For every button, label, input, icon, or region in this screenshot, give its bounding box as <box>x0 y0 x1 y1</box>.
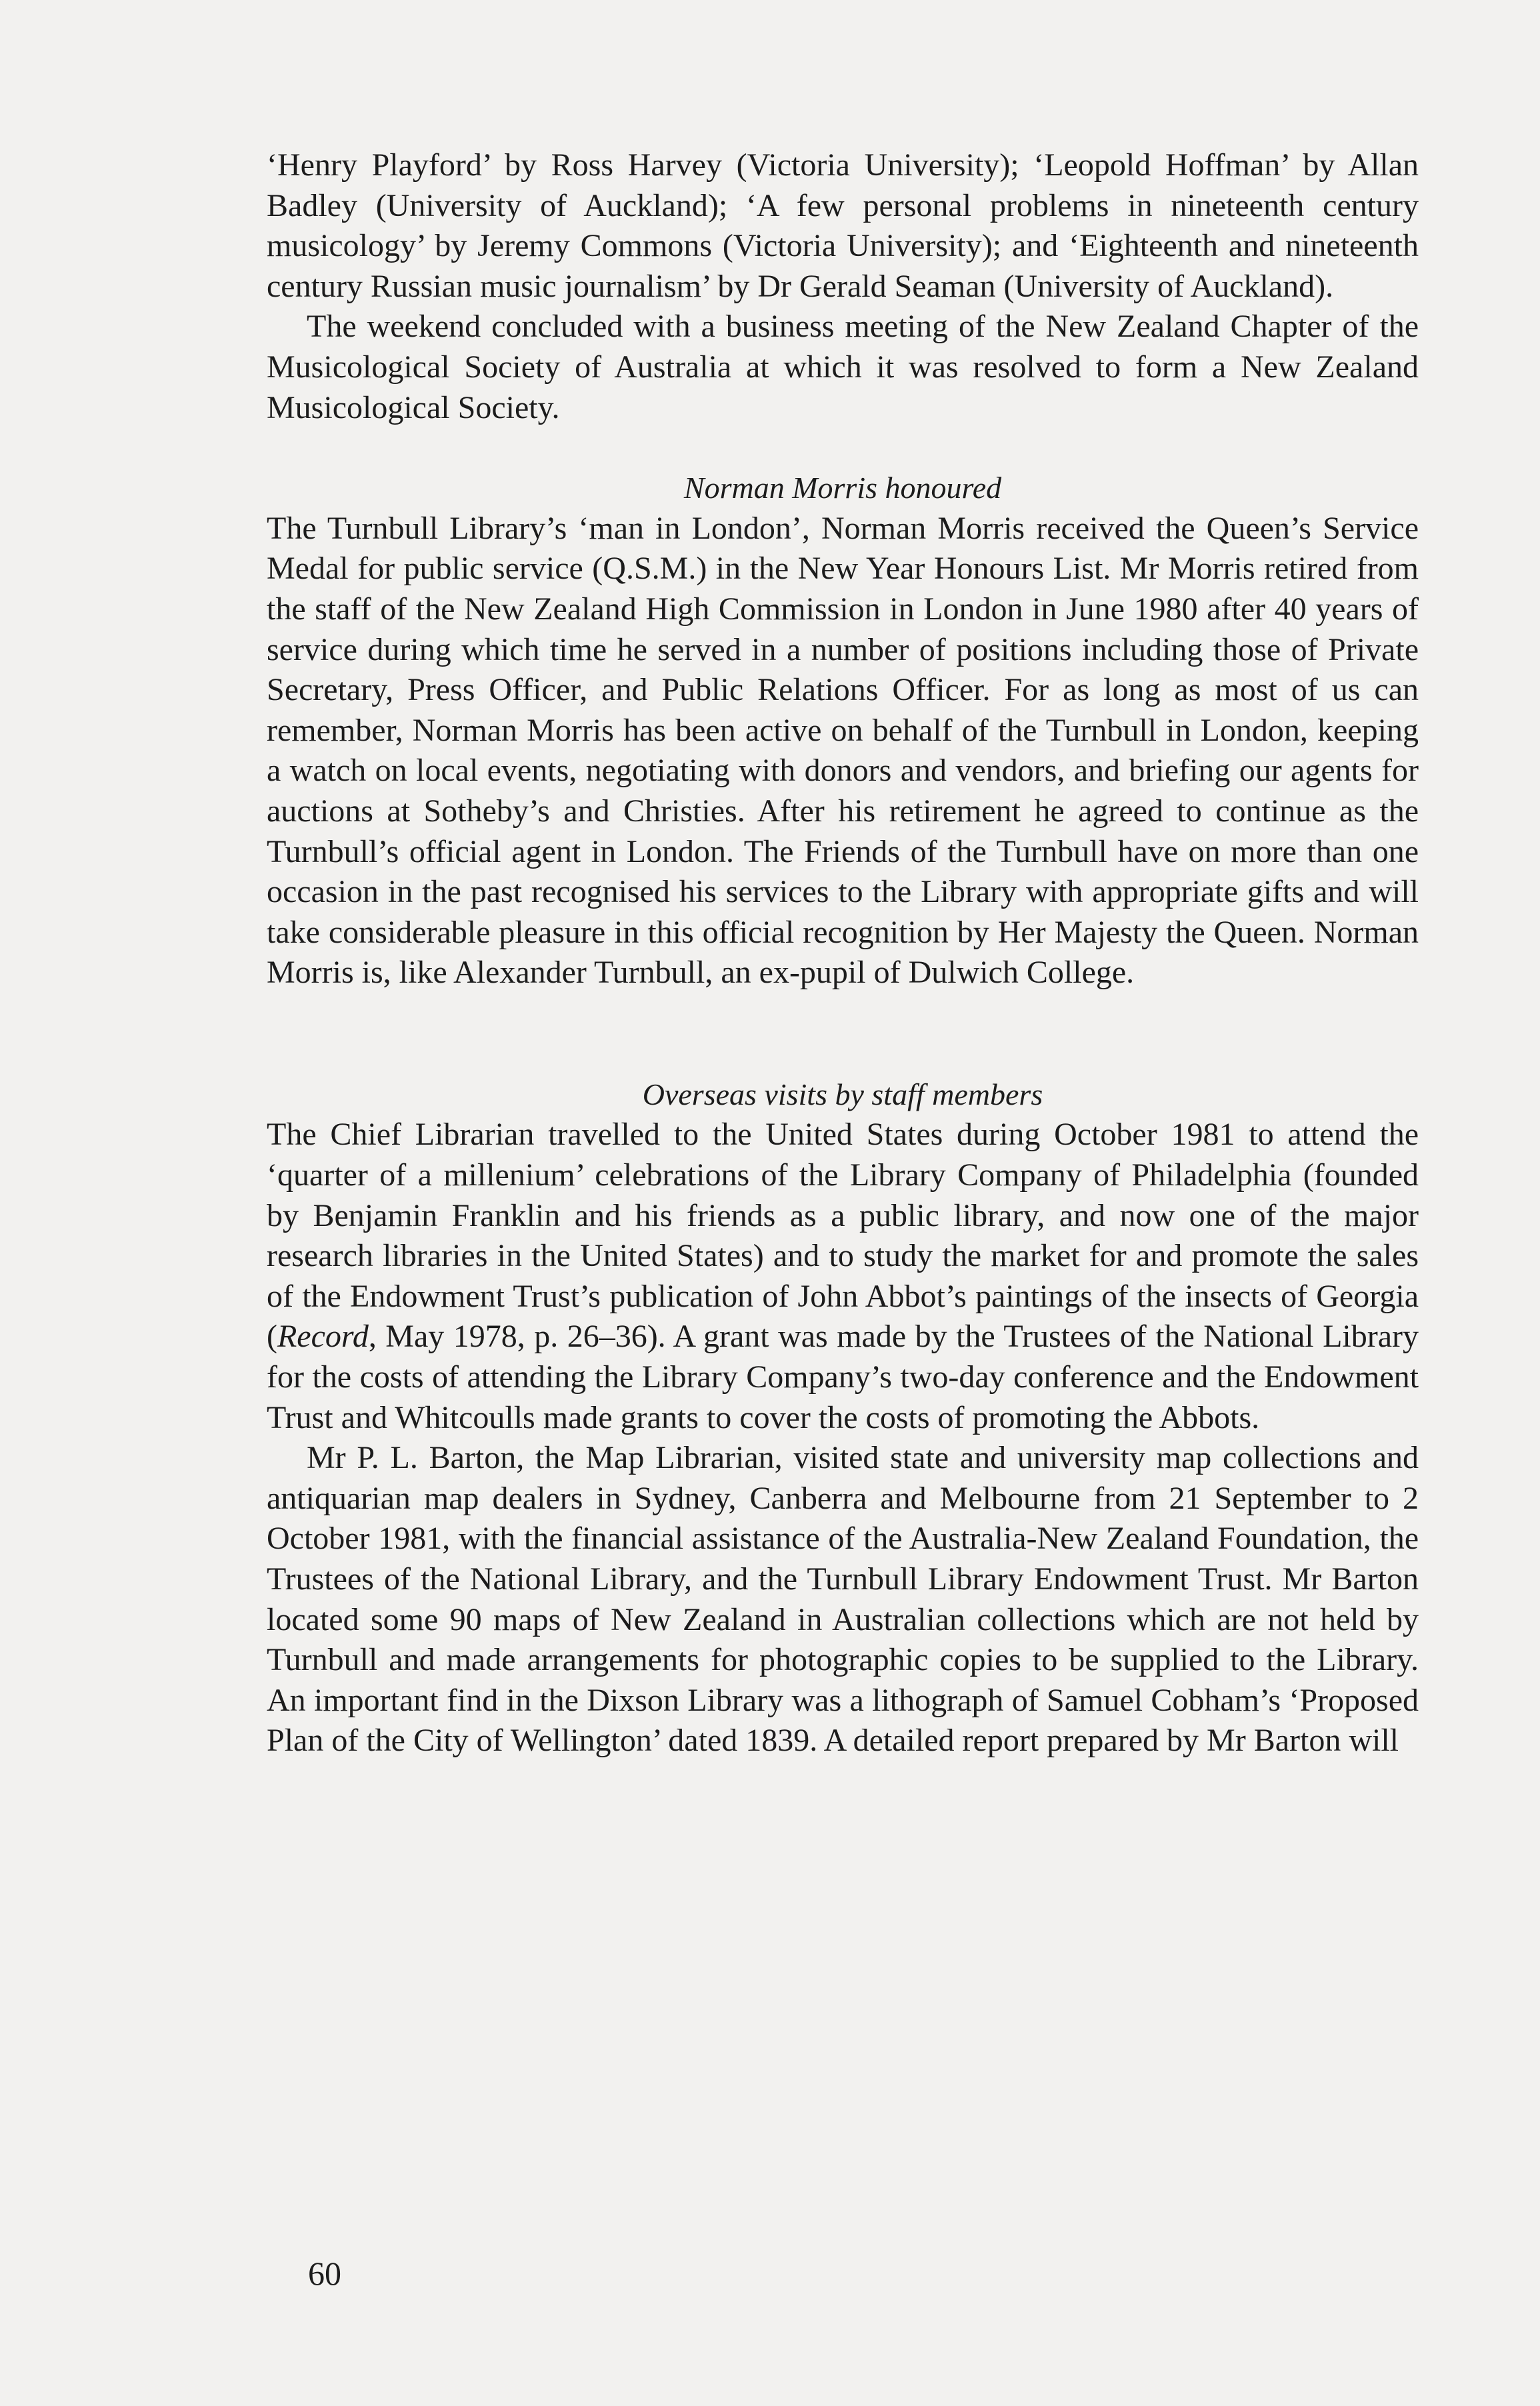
paragraph-norman-morris: The Turnbull Library’s ‘man in London’, Norman Morris received the Queen’s Service Medal for public service (Q.S.M.) in the New Year Honours List. Mr Morris retired from the staff of the New Zealand High Commission in London in June 1980 after 40 years of service during which time he served in a number of positions including those of Private Secretary, Press Officer, and Public Relations Officer. For as long as most of us can remember, Norman Morris has been active on behalf of the Turnbull in London, keeping a watch on local events, negotiating with donors and vendors, and briefing our agents for auctions at Sotheby’s and Christies. After his retirement he agreed to continue as the Turnbull’s official agent in London. The Friends of the Turnbull have on more than one occasion in the past recognised his services to the Library with appropriate gifts and will take considerable pleasure in this official recognition by Her Majesty the Queen. Norman Morris is, like Alexander Turnbull, an ex-pupil of Dulwich College. <box>267 510 1419 991</box>
paragraph-chief-librarian-part-1: The Chief Librarian travelled to the United States during October 1981 to attend the ‘quarter of a millenium’ celebrations of the Library Company of Philadelphia (founded by Benjamin Franklin and his friends as a public library, and now one of the major research libraries in the United States) and to study the market for and promote the sales of the Endowment Trust’s publication of John Abbot’s paintings of the insects of Georgia ( <box>267 1117 1419 1355</box>
paragraph-chief-librarian <box>267 1115 1419 1438</box>
section-heading-overseas-visits: Overseas visits by staff members <box>642 1077 1043 1111</box>
section-heading-norman-morris: Norman Morris honoured <box>683 471 1002 505</box>
page-number: 60 <box>308 2255 341 2292</box>
paragraph-business-meeting: The weekend concluded with a business meeting of the New Zealand Chapter of the Musicological Society of Australia at which it was resolved to form a New Zealand Musicological Society. <box>267 309 1419 425</box>
paragraph-map-librarian: Mr P. L. Barton, the Map Librarian, visited state and university map collections and antiquarian map dealers in Sydney, Canberra and Melbourne from 21 September to 2 October 1981, with the financial assistance of the Australia-New Zealand Foundation, the Trustees of the National Library, and the Turnbull Library Endowment Trust. Mr Barton located some 90 maps of New Zealand in Australian collections which are not held by Turnbull and made arrangements for photographic copies to be supplied to the Library. An important find in the Dixson Library was a lithograph of Samuel Cobham’s ‘Proposed Plan of the City of Wellington’ dated 1839. A detailed report prepared by Mr Barton will <box>267 1440 1419 1759</box>
record-journal-title: Record <box>277 1319 369 1355</box>
paragraph-chief-librarian-part-2: , May 1978, p. 26–36). A grant was made by the Trustees of the National Library for the costs of attending the Library Company’s two-day conference and the Endowment Trust and Whitcoulls made grants to cover the costs of promoting the Abbots. <box>267 1319 1419 1435</box>
paragraph-continued-symposium: ‘Henry Playford’ by Ross Harvey (Victoria University); ‘Leopold Hoffman’ by Allan Badley (University of Auckland); ‘A few personal problems in nineteenth century musicology’ by Jeremy Commons (Victoria University); and ‘Eighteenth and nineteenth century Russian music journalism’ by Dr Gerald Seaman (University of Auckland). <box>267 147 1419 304</box>
page-body <box>267 145 1419 1761</box>
